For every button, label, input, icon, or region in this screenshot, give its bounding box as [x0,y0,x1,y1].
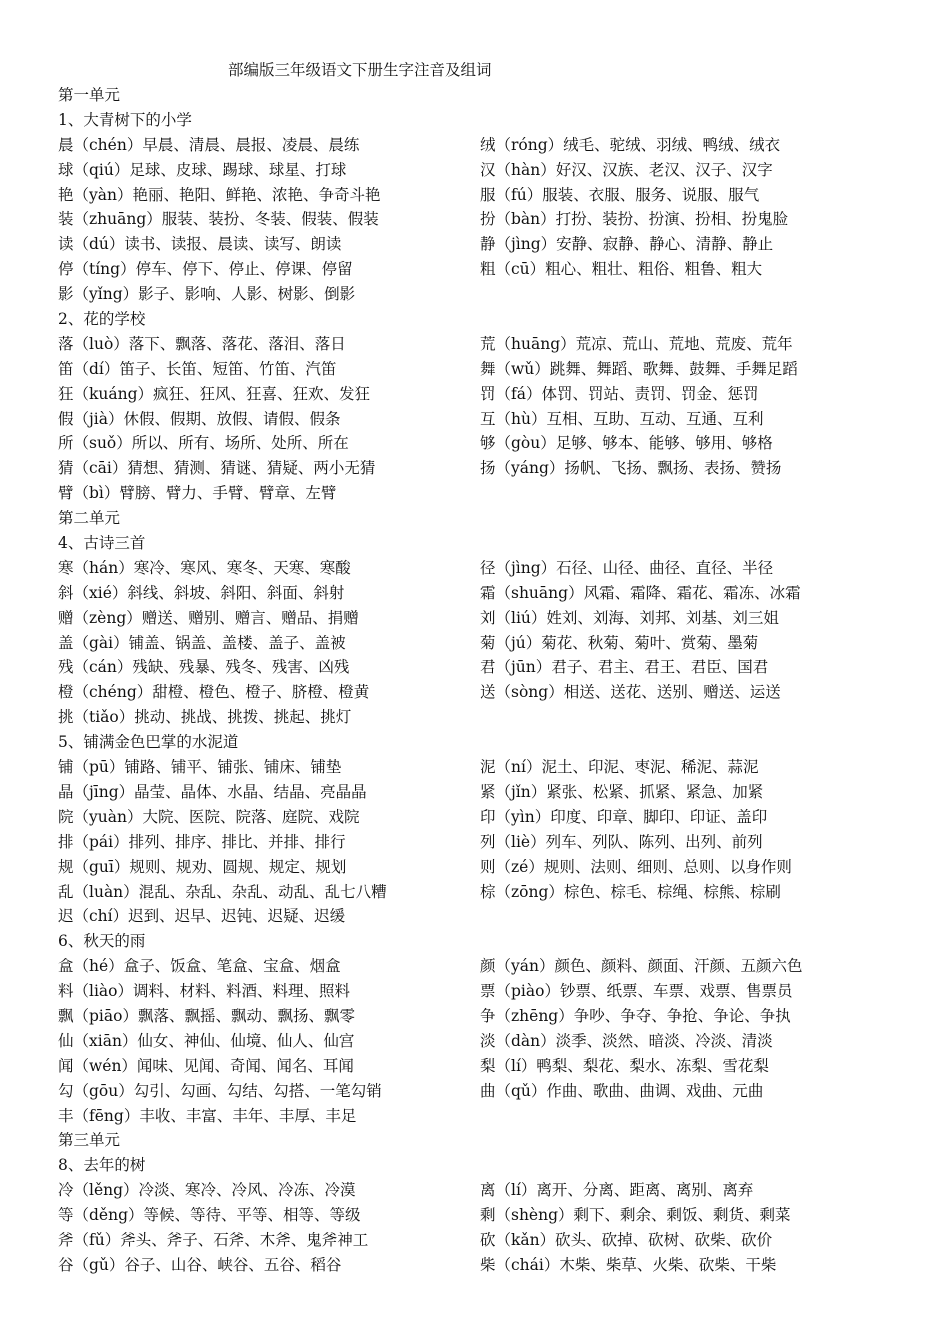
vocab-row [58,357,938,382]
lesson-title: 5、铺满金色巴掌的水泥道 [58,733,239,752]
vocab-entry-right: 君（jūn）君子、君主、君王、君臣、国君 [480,658,769,677]
vocab-entry-left: 球（qiú）足球、皮球、踢球、球星、打球 [58,160,347,179]
vocab-entry-left: 规（guī）规则、规劝、圆规、规定、规划 [58,857,347,876]
vocab-entry-right: 径（jìng）石径、山径、曲径、直径、半径 [480,558,774,577]
vocab-entry-left: 盒（hé）盒子、饭盒、笔盒、宝盒、烟盒 [58,957,341,976]
vocab-entry-left: 残（cán）残缺、残暴、残冬、残害、凶残 [58,658,350,677]
vocab-entry-right: 舞（wǔ）跳舞、舞蹈、歌舞、鼓舞、手舞足蹈 [480,359,798,378]
vocab-entry-right: 服（fú）服装、衣服、服务、说服、服气 [480,185,760,204]
vocab-entry-left: 斧（fǔ）斧头、斧子、石斧、木斧、鬼斧神工 [58,1230,369,1249]
lesson-title: 4、古诗三首 [58,534,146,553]
vocab-row [58,631,938,656]
vocab-row [58,780,938,805]
vocab-entry-left: 橙（chéng）甜橙、橙色、橙子、脐橙、橙黄 [58,683,370,702]
vocab-entry-left: 晨（chén）早晨、清晨、晨报、凌晨、晨练 [58,135,360,154]
vocab-entry-right: 梨（lí）鸭梨、梨花、梨水、冻梨、雪花梨 [480,1056,769,1075]
vocab-entry-right: 罚（fá）体罚、罚站、责罚、罚金、惩罚 [480,384,759,403]
lesson-title: 6、秋天的雨 [58,932,146,951]
vocab-entry-left: 读（dú）读书、读报、晨读、读写、朗读 [58,235,342,254]
vocab-entry-left: 飘（piāo）飘落、飘摇、飘动、飘扬、飘零 [58,1006,355,1025]
vocab-row [58,332,938,357]
unit-heading: 第三单元 [58,1131,121,1150]
vocab-entry-right: 棕（zōng）棕色、棕毛、棕绳、棕熊、棕刷 [480,882,781,901]
vocab-row [58,680,938,705]
vocab-row [58,382,938,407]
vocab-entry-left: 迟（chí）迟到、迟早、迟钝、迟疑、迟缓 [58,907,346,926]
vocab-entry-left: 谷（gǔ）谷子、山谷、峡谷、五谷、稻谷 [58,1255,342,1274]
vocab-row [58,1004,938,1029]
vocab-entry-right: 刘（liú）姓刘、刘海、刘邦、刘基、刘三姐 [480,608,779,627]
vocab-row [58,1104,938,1129]
vocab-entry-right [480,282,938,307]
vocab-row [58,954,938,979]
vocab-entry-left: 排（pái）排列、排序、排比、并排、排行 [58,832,346,851]
vocab-row [58,407,938,432]
vocab-entry-left: 装（zhuāng）服装、装扮、冬装、假装、假装 [58,210,379,229]
vocab-entry-right: 粗（cū）粗心、粗壮、粗俗、粗鲁、粗大 [480,260,763,279]
vocab-row [58,257,938,282]
vocab-row [58,805,938,830]
vocab-entry-left: 笛（dí）笛子、长笛、短笛、竹笛、汽笛 [58,359,337,378]
document-title: 部编版三年级语文下册生字注音及组词 [228,61,492,79]
vocab-row [58,755,938,780]
vocab-entry-left: 挑（tiǎo）挑动、挑战、挑拨、挑起、挑灯 [58,708,352,727]
vocab-entry-right: 汉（hàn）好汉、汉族、老汉、汉子、汉字 [480,160,773,179]
vocab-entry-right: 票（piào）钞票、纸票、车票、戏票、售票员 [480,982,793,1001]
vocab-row [58,1178,938,1203]
vocab-row [58,158,938,183]
vocab-entry-right [480,705,938,730]
vocab-entry-right: 绒（róng）绒毛、驼绒、羽绒、鸭绒、绒衣 [480,135,781,154]
vocab-row [58,1054,938,1079]
vocab-entry-right: 扮（bàn）打扮、装扮、扮演、扮相、扮鬼脸 [480,210,789,229]
vocab-entry-left: 寒（hán）寒冷、寒风、寒冬、天寒、寒酸 [58,558,351,577]
lesson-title: 8、去年的树 [58,1156,146,1175]
vocab-entry-right: 荒（huāng）荒凉、荒山、荒地、荒废、荒年 [480,334,793,353]
lesson-title: 1、大青树下的小学 [58,110,192,129]
vocab-row [58,133,938,158]
vocab-row [58,655,938,680]
vocab-entry-left: 猜（cāi）猜想、猜测、猜谜、猜疑、两小无猜 [58,459,376,478]
vocab-row [58,232,938,257]
vocab-entry-right: 淡（dàn）淡季、淡然、暗淡、冷淡、清淡 [480,1031,773,1050]
vocab-entry-right: 争（zhēng）争吵、争夺、争抢、争论、争执 [480,1006,791,1025]
vocab-entry-right: 颜（yán）颜色、颜料、颜面、汗颜、五颜六色 [480,957,803,976]
vocab-entry-right: 剩（shèng）剩下、剩余、剩饭、剩货、剩菜 [480,1206,791,1225]
vocab-row [58,556,938,581]
vocab-entry-right: 互（hù）互相、互助、互动、互通、互利 [480,409,764,428]
vocab-entry-left: 料（liào）调料、材料、料酒、料理、照料 [58,982,350,1001]
vocab-entry-left: 院（yuàn）大院、医院、院落、庭院、戏院 [58,807,360,826]
vocab-row [58,979,938,1004]
vocab-entry-left: 丰（fēng）丰收、丰富、丰年、丰厚、丰足 [58,1106,357,1125]
lesson-title: 2、花的学校 [58,310,146,329]
vocab-entry-left: 闻（wén）闻味、见闻、奇闻、闻名、耳闻 [58,1056,354,1075]
vocab-entry-right: 静（jìng）安静、寂静、静心、清静、静止 [480,235,774,254]
vocab-row [58,207,938,232]
vocab-entry-left: 冷（lěng）冷淡、寒冷、冷风、冷冻、冷漠 [58,1181,356,1200]
vocab-entry-left: 铺（pū）铺路、铺平、铺张、铺床、铺垫 [58,758,342,777]
vocab-entry-right: 则（zé）规则、法则、细则、总则、以身作则 [480,857,792,876]
vocab-entry-right: 曲（qǔ）作曲、歌曲、曲调、戏曲、元曲 [480,1081,764,1100]
vocab-row [58,282,938,307]
vocab-row [58,606,938,631]
vocab-entry-left: 落（luò）落下、飘落、落花、落泪、落日 [58,334,346,353]
vocab-entry-left: 仙（xiān）仙女、神仙、仙境、仙人、仙宫 [58,1031,355,1050]
vocab-entry-left: 狂（kuáng）疯狂、狂风、狂喜、狂欢、发狂 [58,384,371,403]
vocab-entry-right: 列（liè）列车、列队、陈列、出列、前列 [480,832,763,851]
vocab-entry-left: 停（tíng）停车、停下、停止、停课、停留 [58,260,353,279]
vocab-entry-right: 菊（jú）菊花、秋菊、菊叶、赏菊、墨菊 [480,633,759,652]
vocab-row [58,1228,938,1253]
document-body [58,83,938,1278]
vocab-row [58,705,938,730]
unit-heading: 第二单元 [58,509,121,528]
vocab-entry-left: 影（yǐng）影子、影响、人影、树影、倒影 [58,285,356,304]
vocab-entry-left: 所（suǒ）所以、所有、场所、处所、所在 [58,434,349,453]
vocab-row [58,1253,938,1278]
vocab-entry-right: 柴（chái）木柴、柴草、火柴、砍柴、干柴 [480,1255,777,1274]
vocab-entry-right: 离（lí）离开、分离、距离、离别、离弃 [480,1181,754,1200]
vocab-entry-right: 够（gòu）足够、够本、能够、够用、够格 [480,434,773,453]
vocab-entry-right: 扬（yáng）扬帆、飞扬、飘扬、表扬、赞扬 [480,459,782,478]
vocab-row [58,1079,938,1104]
vocab-row [58,1029,938,1054]
vocab-row [58,880,938,905]
vocab-row [58,183,938,208]
vocab-entry-right [480,481,938,506]
vocab-entry-right: 送（sòng）相送、送花、送别、赠送、运送 [480,683,781,702]
vocab-entry-left: 乱（luàn）混乱、杂乱、杂乱、动乱、乱七八糟 [58,882,387,901]
vocab-row [58,581,938,606]
vocab-entry-right: 霜（shuāng）风霜、霜降、霜花、霜冻、冰霜 [480,583,801,602]
vocab-row [58,481,938,506]
vocab-row [58,456,938,481]
vocab-entry-right [480,904,938,929]
vocab-entry-right: 泥（ní）泥土、印泥、枣泥、稀泥、蒜泥 [480,758,759,777]
vocab-entry-left: 假（jià）休假、假期、放假、请假、假条 [58,409,341,428]
vocab-entry-left: 艳（yàn）艳丽、艳阳、鲜艳、浓艳、争奇斗艳 [58,185,381,204]
vocab-entry-right: 印（yìn）印度、印章、脚印、印证、盖印 [480,807,768,826]
vocab-entry-left: 勾（gōu）勾引、勾画、勾结、勾搭、一笔勾销 [58,1081,382,1100]
vocab-entry-left: 臂（bì）臂膀、臂力、手臂、臂章、左臂 [58,484,337,503]
vocab-row [58,855,938,880]
vocab-row [58,1203,938,1228]
vocab-entry-left: 斜（xié）斜线、斜坡、斜阳、斜面、斜射 [58,583,345,602]
vocab-entry-left: 等（děng）等候、等待、平等、相等、等级 [58,1206,361,1225]
vocab-row [58,431,938,456]
vocab-entry-right [480,1104,938,1129]
unit-heading: 第一单元 [58,86,121,104]
vocab-entry-right: 砍（kǎn）砍头、砍掉、砍树、砍柴、砍价 [480,1230,773,1249]
vocab-row [58,830,938,855]
vocab-entry-left: 晶（jīng）晶莹、晶体、水晶、结晶、亮晶晶 [58,782,367,801]
vocab-row [58,904,938,929]
vocab-entry-right: 紧（jǐn）紧张、松紧、抓紧、紧急、加紧 [480,782,764,801]
vocab-entry-left: 盖（gài）铺盖、锅盖、盖楼、盖子、盖被 [58,633,346,652]
vocab-entry-left: 赠（zèng）赠送、赠别、赠言、赠品、捐赠 [58,608,359,627]
